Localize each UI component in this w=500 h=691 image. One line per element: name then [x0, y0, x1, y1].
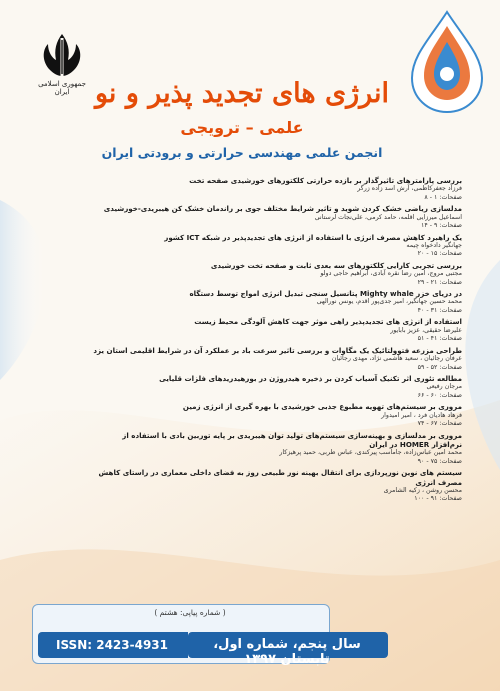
- article-authors: مرجان رفیعی: [426, 383, 462, 391]
- article-authors: علیرضا حقیقی، عزیز بابایور: [390, 326, 462, 334]
- article-authors: جهانگیر دادخواه چیمه: [406, 241, 462, 249]
- list-item[interactable]: [92, 289, 462, 315]
- list-item[interactable]: [92, 317, 462, 343]
- article-authors: فرهاد هادیان فرد ، امیر امیدوار: [381, 411, 462, 419]
- article-pages: صفحات: ۷۵ - ۹۰: [417, 457, 462, 465]
- list-item[interactable]: [92, 261, 462, 287]
- article-authors: اسماعیل میرزایی اقلمه، حامد کرمی، علی‌نجات لرستانی: [314, 213, 462, 221]
- article-title: در دریای خزر Mighty whale پتانسیل سنجی تبدیل انرژی امواج توسط دستگاه: [189, 289, 462, 299]
- country-label: جمهوری اسلامی ایران: [38, 80, 86, 96]
- list-item[interactable]: [92, 346, 462, 372]
- article-title: یک راهبرد کاهش مصرف انرژی با استفاده از انرژی های تجدیدپذیر در شبکه ICT کشور: [164, 232, 462, 242]
- journal-title: انرژی های تجدید پذیر و نو: [94, 78, 390, 109]
- article-title: بررسی تجربی کارایی کلکتورهای سه بعدی ثابت و صفحه تخت خورشیدی: [210, 260, 462, 270]
- list-item[interactable]: [92, 233, 462, 259]
- list-item[interactable]: [92, 402, 462, 428]
- article-authors: عرفان رجائیان ، سعید هاشمی نژاد، مهدی رجائیان: [331, 355, 462, 363]
- flame-drop-logo-icon: [402, 8, 492, 118]
- article-title: استفاده از انرژی های تجدیدپذیر راهی موثر جهت کاهش آلودگی محیط زیست: [194, 317, 462, 327]
- article-pages: صفحات: ۶۰ - ۶۶: [417, 391, 462, 399]
- table-of-contents: [92, 176, 462, 506]
- article-authors: محمد امین عباس‌زاده، جاماسب پیرکندی، عباس طربی، حمید پرهیزکار: [279, 449, 462, 457]
- article-title: مدلسازی ریاضی خشک کردن شوید و تاثیر شرایط مختلف جوی بر راندمان خشک کن هیبریدی-خورشیدی: [103, 204, 462, 214]
- list-item[interactable]: [92, 431, 462, 467]
- article-authors: محمد حسین جهانگیر، امیر جدی‌پور اقدم، یونس نورالهی: [316, 298, 462, 306]
- article-authors: محسن روشن ، زکیه الشامری: [383, 486, 462, 494]
- article-pages: صفحات: ۲۱ - ۲۹: [417, 278, 462, 286]
- article-pages: صفحات: ۵۲ - ۵۹: [417, 363, 462, 371]
- article-pages: صفحات: ۳۱ - ۴۰: [417, 306, 462, 314]
- volume-issue: سال پنجم، شماره اول، تابستان ۱۳۹۷: [213, 637, 361, 667]
- article-title: طراحی مزرعه فتوولتائیک یک مگاوات و بررسی تاثیر سرعت باد بر عملکرد آن در شرایط اقلیمی استان یزد: [93, 345, 462, 355]
- article-title: مروری بر مدلسازی و بهینه‌سازی سیستم‌های تولید توان هیبریدی بر پایه توربین بادی با استفاده از نرم‌افزار HOMER در ایران: [122, 430, 462, 449]
- journal-subtitle: علمی – ترویجی: [180, 118, 304, 137]
- publisher-society: انجمن علمی مهندسی حرارتی و برودتی ایران: [101, 145, 383, 160]
- article-pages: صفحات: ۹ - ۱۴: [420, 222, 462, 230]
- article-authors: فرزاد جعفرکاظمی، آرش اسد زاده زرگر: [357, 185, 462, 193]
- article-pages: صفحات: ۱۵ - ۲۰: [417, 250, 462, 258]
- serial-number: ( شماره پیاپی: هشتم ): [154, 608, 226, 617]
- list-item[interactable]: [92, 176, 462, 202]
- list-item[interactable]: [92, 374, 462, 400]
- article-pages: صفحات: ۹۱ - ۱۰۰: [414, 495, 462, 503]
- list-item[interactable]: [92, 468, 462, 504]
- iran-emblem-icon: [30, 30, 94, 80]
- article-title: مطالعه تئوری اثر تکنیک آسیاب کردن بر ذخیره هیدروژن در بورهیدریدهای فلزات قلیایی: [159, 374, 462, 384]
- list-item[interactable]: [92, 204, 462, 230]
- article-pages: صفحات: ۱ - ۸: [424, 193, 462, 201]
- article-pages: صفحات: ۶۷ - ۷۴: [417, 420, 462, 428]
- article-title: سیستم های نوین نورپردازی برای انتقال بهینه نور طبیعی روز به فضای داخلی معماری در راستای کاهش مصرف انرژی: [98, 468, 462, 487]
- article-title: مروری بر سیستم‌های تهویه مطبوع جذبی خورشیدی با بهره گیری از انرژی زمین: [182, 402, 462, 412]
- issn: ISSN: 2423-4931: [55, 638, 168, 652]
- article-title: بررسی پارامترهای تاثیرگذار بر بازده حرارتی کلکتورهای خورشیدی صفحه تخت: [189, 176, 462, 185]
- article-pages: صفحات: ۴۱ - ۵۱: [417, 335, 462, 343]
- article-authors: مجتبی مروج، امین رضا نقره آبادی، ابراهیم حاجی دولو: [320, 270, 462, 278]
